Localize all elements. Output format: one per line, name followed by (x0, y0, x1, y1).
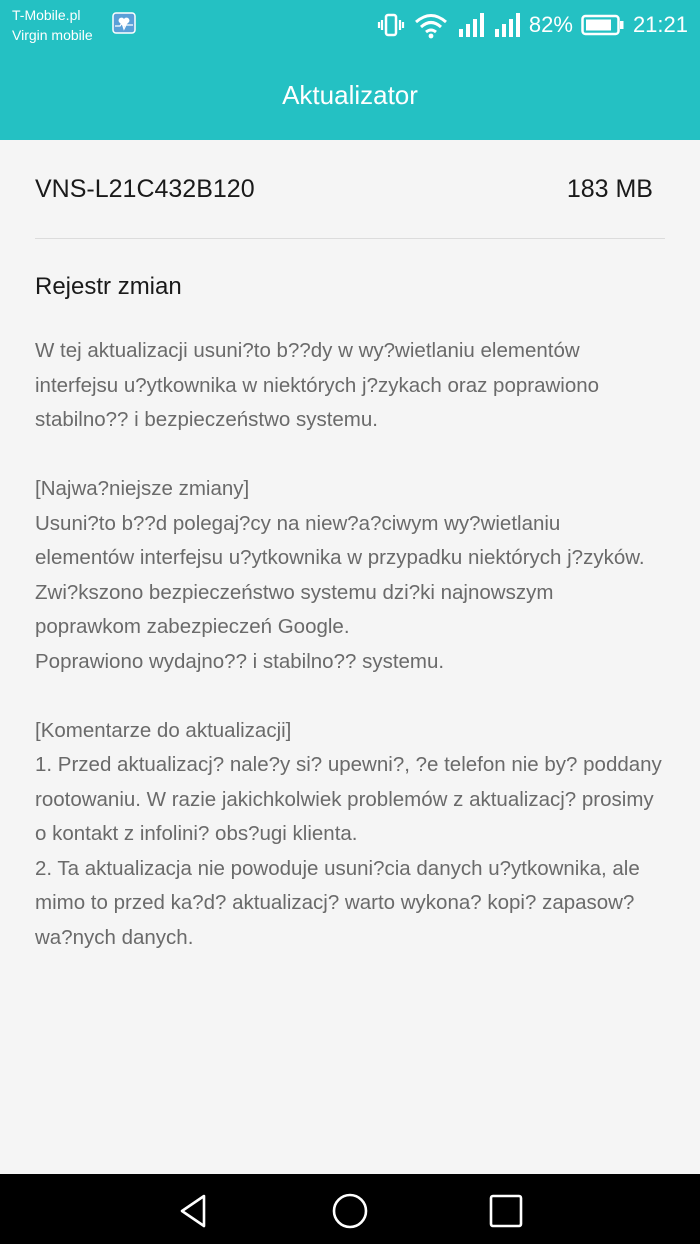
status-icons (377, 8, 688, 42)
changelog-paragraph: W tej aktualizacji usuni?to b??dy w wy?wietlaniu elementów interfejsu u?ytkownika w niektórych j?zykach oraz poprawiono stabilno?? i bezpieczeństwo systemu. (35, 339, 600, 431)
update-size: 183 MB (566, 174, 653, 203)
back-icon[interactable] (175, 1191, 215, 1231)
battery-icon (581, 14, 625, 36)
changelog-text (35, 334, 665, 955)
health-notification-icon (112, 12, 136, 34)
changelog-paragraph: [Najwa?niejsze zmiany] Usuni?to b??d polegaj?cy na niew?a?ciwym wy?wietlaniu elementów interfejsu u?ytkownika w przypadku niektórych j?zyków. Zwi?kszono bezpieczeństwo systemu dzi?ki najnowszym poprawkom zabezpieczeń Google. Poprawiono wydajno?? i stabilno?? systemu. (35, 477, 645, 673)
carrier-2: Virgin mobile (12, 27, 93, 43)
recents-icon[interactable] (486, 1191, 526, 1231)
changelog-paragraph: [Komentarze do aktualizacji] 1. Przed aktualizacj? nale?y si? upewni?, ?e telefon nie by? poddany rootowaniu. W razie jakichkolwiek problemów z aktualizacj? prosimy o kontakt z infolini? obs?ugi klienta. 2. Ta aktualizacja nie powoduje usuni?cia danych u?ytkownika, ale mimo to przed ka?d? aktualizacj? warto wykona? kopi? zapasow? wa?nych danych. (35, 718, 662, 949)
app-bar (0, 50, 700, 140)
signal-icon (457, 12, 485, 38)
home-icon[interactable] (330, 1191, 370, 1231)
battery-percent: 82% (528, 12, 573, 37)
wifi-icon (413, 11, 449, 39)
vibrate-icon (377, 12, 405, 38)
carrier-info (12, 5, 93, 45)
navigation-bar (0, 1174, 700, 1244)
update-details (35, 140, 665, 990)
signal-icon (493, 12, 521, 38)
version-label: VNS-L21C432B120 (35, 174, 255, 203)
changelog-title: Rejestr zmian (35, 273, 182, 300)
status-bar (0, 0, 700, 50)
clock: 21:21 (632, 12, 688, 37)
carrier-1: T-Mobile.pl (12, 7, 81, 23)
version-row (35, 140, 665, 239)
app-title: Aktualizator (282, 79, 418, 110)
